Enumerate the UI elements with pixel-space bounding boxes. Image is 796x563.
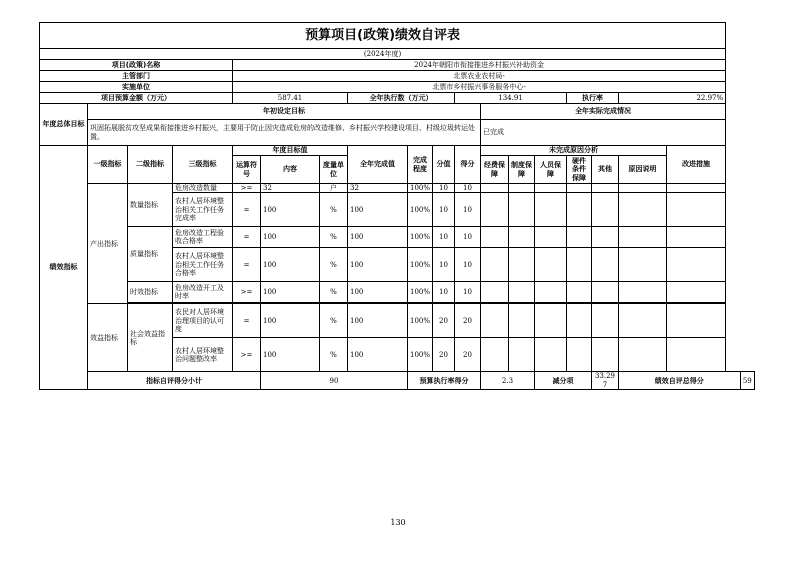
indicator-op: >=	[233, 338, 261, 372]
indicator-content: 100	[261, 193, 320, 227]
project-label: 项目(政策)名称	[40, 60, 233, 71]
level2-header: 二级指标	[128, 146, 173, 184]
indicator-degree: 100%	[408, 184, 433, 193]
reason-hardware-header: 硬件条件保障	[567, 156, 592, 184]
empty-cell	[535, 338, 567, 372]
indicator-score: 20	[433, 338, 455, 372]
indicator-degree: 100%	[408, 227, 433, 248]
level1-output: 产出指标	[88, 184, 128, 304]
level2-quantity: 数量指标	[128, 184, 173, 227]
indicator-score: 10	[433, 282, 455, 303]
empty-cell	[535, 248, 567, 282]
indicator-name: 农村人居环境整治相关工作任务完成率	[173, 193, 233, 227]
empty-cell	[567, 282, 592, 303]
indicator-got: 10	[455, 227, 481, 248]
empty-cell	[509, 338, 535, 372]
indicator-content: 100	[261, 227, 320, 248]
reason-header: 未完成原因分析	[481, 146, 667, 156]
indicator-actual: 32	[348, 184, 408, 193]
empty-cell	[535, 282, 567, 303]
empty-cell	[567, 304, 592, 338]
empty-cell	[592, 304, 619, 338]
level1-benefit: 效益指标	[88, 304, 128, 372]
goal-label: 年度总体目标	[40, 104, 88, 146]
empty-cell	[592, 227, 619, 248]
dept-value: 北票农业农村局-	[233, 71, 726, 82]
empty-cell	[481, 282, 509, 303]
empty-cell	[619, 227, 667, 248]
empty-cell	[509, 184, 535, 193]
score-header: 分值	[433, 146, 455, 184]
indicator-op: =	[233, 304, 261, 338]
project-value: 2024年朝阳市衔接推进乡村振兴补助资金	[233, 60, 726, 71]
empty-cell	[509, 193, 535, 227]
empty-cell	[567, 193, 592, 227]
empty-cell	[509, 282, 535, 303]
empty-cell	[667, 282, 726, 303]
empty-cell	[481, 338, 509, 372]
empty-cell	[481, 304, 509, 338]
deduct-label: 减分项	[535, 372, 592, 390]
indicator-op: =	[233, 193, 261, 227]
target-header: 年度目标值	[233, 146, 348, 156]
indicator-content: 100	[261, 282, 320, 303]
empty-cell	[667, 193, 726, 227]
empty-cell	[509, 227, 535, 248]
indicator-content: 100	[261, 304, 320, 338]
dept-label: 主管部门	[40, 71, 233, 82]
indicator-unit: %	[320, 248, 348, 282]
empty-cell	[481, 193, 509, 227]
indicator-unit: %	[320, 338, 348, 372]
empty-cell	[535, 304, 567, 338]
empty-cell	[567, 227, 592, 248]
indicator-unit: %	[320, 227, 348, 248]
budget-label: 项目预算金额（万元）	[40, 93, 233, 104]
level2-time: 时效指标	[128, 282, 173, 303]
table-row	[40, 184, 755, 193]
content-header: 内容	[261, 156, 320, 184]
empty-cell	[667, 184, 726, 193]
indicator-actual: 100	[348, 248, 408, 282]
empty-cell	[481, 227, 509, 248]
empty-cell	[567, 248, 592, 282]
indicator-name: 危房改造数量	[173, 184, 233, 193]
empty-cell	[619, 304, 667, 338]
indicator-unit: %	[320, 193, 348, 227]
table-row	[40, 282, 755, 303]
indicator-score: 20	[433, 304, 455, 338]
indicator-score: 10	[433, 193, 455, 227]
empty-cell	[619, 248, 667, 282]
subtotal-value: 90	[261, 372, 408, 390]
empty-cell	[592, 248, 619, 282]
reason-funding-header: 经费保障	[481, 156, 509, 184]
indicator-op: >=	[233, 184, 261, 193]
indicator-score: 10	[433, 248, 455, 282]
empty-cell	[535, 184, 567, 193]
page-number: 130	[390, 518, 406, 527]
indicator-op: =	[233, 227, 261, 248]
reason-staff-header: 人员保障	[535, 156, 567, 184]
perf-label: 绩效指标	[40, 146, 88, 390]
reason-note-header: 原因说明	[619, 156, 667, 184]
indicator-op: >=	[233, 282, 261, 303]
indicator-name: 危房改造开工及时率	[173, 282, 233, 303]
degree-header: 完成程度	[408, 146, 433, 184]
empty-cell	[619, 184, 667, 193]
unit-header: 度量单位	[320, 156, 348, 184]
empty-cell	[509, 304, 535, 338]
indicator-score: 10	[433, 184, 455, 193]
empty-cell	[619, 338, 667, 372]
rate-label: 执行率	[567, 93, 619, 104]
indicator-actual: 100	[348, 193, 408, 227]
exec-value: 134.91	[455, 93, 567, 104]
indicator-degree: 100%	[408, 193, 433, 227]
empty-cell	[619, 282, 667, 303]
indicator-name: 危房改造工程验收合格率	[173, 227, 233, 248]
actual-header: 全年完成值	[348, 146, 408, 184]
level1-header: 一级指标	[88, 146, 128, 184]
indicator-name: 农村人居环境整治问题整改率	[173, 338, 233, 372]
performance-table	[39, 22, 755, 390]
indicator-got: 10	[455, 184, 481, 193]
indicator-degree: 100%	[408, 282, 433, 303]
indicator-content: 32	[261, 184, 320, 193]
level2-quality: 质量指标	[128, 227, 173, 282]
indicator-degree: 100%	[408, 248, 433, 282]
indicator-got: 20	[455, 304, 481, 338]
empty-cell	[567, 338, 592, 372]
initial-goal-header: 年初设定目标	[88, 104, 481, 120]
exec-score-value: 2.3	[481, 372, 535, 390]
total-score-value: 59	[740, 372, 754, 390]
empty-cell	[667, 338, 726, 372]
indicator-actual: 100	[348, 338, 408, 372]
improve-header: 改进措施	[667, 146, 726, 184]
empty-cell	[592, 282, 619, 303]
op-header: 运算符号	[233, 156, 261, 184]
indicator-name: 农民对人居环境治理项目的认可度	[173, 304, 233, 338]
empty-cell	[481, 248, 509, 282]
indicator-degree: 100%	[408, 338, 433, 372]
reason-system-header: 制度保障	[509, 156, 535, 184]
empty-cell	[481, 184, 509, 193]
got-header: 得分	[455, 146, 481, 184]
indicator-got: 10	[455, 193, 481, 227]
actual-goal-text: 已完成	[481, 120, 726, 146]
empty-cell	[567, 184, 592, 193]
page-title: 预算项目(政策)绩效自评表	[40, 23, 726, 49]
indicator-actual: 100	[348, 282, 408, 303]
empty-cell	[667, 304, 726, 338]
actual-goal-header: 全年实际完成情况	[481, 104, 726, 120]
unit-value: 北票市乡村振兴事务服务中心-	[233, 82, 726, 93]
level3-header: 三级指标	[173, 146, 233, 184]
rate-value: 22.97%	[619, 93, 726, 104]
indicator-unit: %	[320, 304, 348, 338]
level2-social: 社会效益指标	[128, 304, 173, 372]
empty-cell	[592, 193, 619, 227]
empty-cell	[592, 184, 619, 193]
total-score-label: 绩效自评总得分	[619, 372, 741, 390]
indicator-got: 10	[455, 248, 481, 282]
indicator-got: 10	[455, 282, 481, 303]
year-label: (2024年度)	[40, 49, 726, 60]
indicator-content: 100	[261, 248, 320, 282]
indicator-op: =	[233, 248, 261, 282]
empty-cell	[592, 338, 619, 372]
indicator-score: 10	[433, 227, 455, 248]
indicator-actual: 100	[348, 304, 408, 338]
exec-score-label: 预算执行率得分	[408, 372, 481, 390]
initial-goal-text: 巩固拓展脱贫攻坚成果衔接推进乡村振兴，主要用于防止因灾造成危房的改造维修、乡村振兴学校建设项目、村级垃圾转运处置。	[88, 120, 481, 146]
empty-cell	[667, 227, 726, 248]
unit-label: 实施单位	[40, 82, 233, 93]
subtotal-label: 指标自评得分小计	[88, 372, 261, 390]
empty-cell	[535, 193, 567, 227]
table-row	[40, 304, 755, 338]
budget-value: 587.41	[233, 93, 348, 104]
empty-cell	[667, 248, 726, 282]
indicator-unit: 户	[320, 184, 348, 193]
empty-cell	[535, 227, 567, 248]
indicator-actual: 100	[348, 227, 408, 248]
indicator-degree: 100%	[408, 304, 433, 338]
indicator-content: 100	[261, 338, 320, 372]
deduct-value: 33.297	[592, 372, 619, 390]
empty-cell	[509, 248, 535, 282]
indicator-name: 农村人居环境整治相关工作任务合格率	[173, 248, 233, 282]
empty-cell	[619, 193, 667, 227]
reason-other-header: 其他	[592, 156, 619, 184]
exec-label: 全年执行数（万元）	[348, 93, 455, 104]
indicator-unit: %	[320, 282, 348, 303]
indicator-got: 20	[455, 338, 481, 372]
table-row	[40, 227, 755, 248]
